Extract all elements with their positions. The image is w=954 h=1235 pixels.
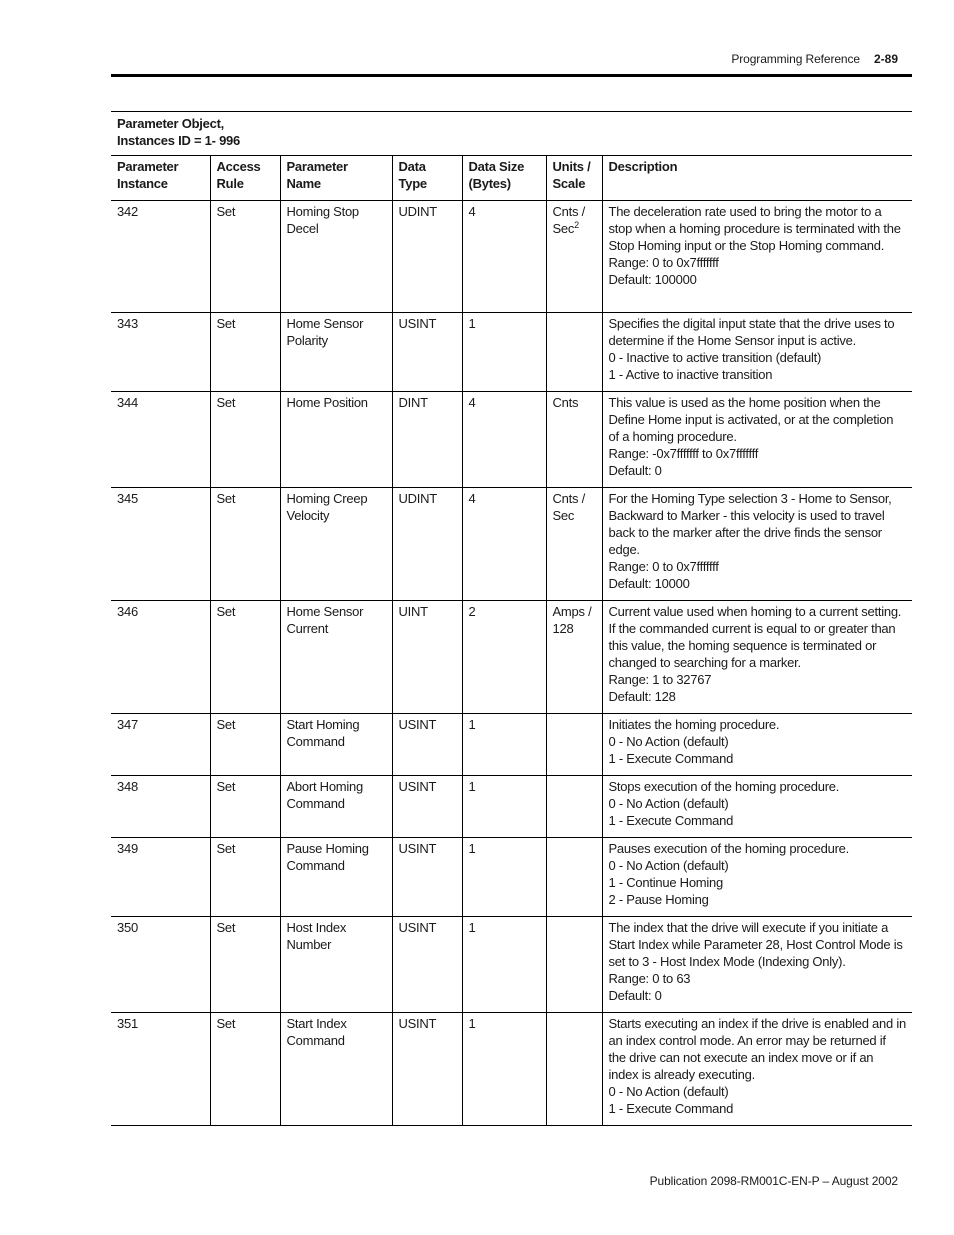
column-header-description bbox=[602, 156, 912, 201]
cell-units bbox=[546, 714, 602, 776]
table-row bbox=[111, 838, 912, 917]
cell-units bbox=[546, 201, 602, 313]
description-line: Default: 10000 bbox=[608, 576, 690, 591]
cell-name: Homing Stop Decel bbox=[280, 201, 392, 313]
table-caption bbox=[111, 112, 912, 156]
column-header-line: Parameter bbox=[286, 159, 348, 174]
cell-instance: 351 bbox=[111, 1013, 210, 1126]
cell-size: 1 bbox=[462, 1013, 546, 1126]
column-header-line: Data bbox=[398, 159, 426, 174]
description-line: Default: 100000 bbox=[608, 272, 697, 287]
description-line: Range: 1 to 32767 bbox=[608, 672, 712, 687]
column-header-line: Data Size bbox=[468, 159, 525, 174]
publication-footer: Publication 2098-RM001C-EN-P – August 2002 bbox=[649, 1174, 898, 1188]
cell-description bbox=[602, 313, 912, 392]
cell-name: Start Homing Command bbox=[280, 714, 392, 776]
cell-units bbox=[546, 776, 602, 838]
description-line: 1 - Continue Homing bbox=[608, 875, 723, 890]
cell-description bbox=[602, 392, 912, 488]
column-header-line: Name bbox=[286, 176, 321, 191]
cell-instance: 348 bbox=[111, 776, 210, 838]
column-header-access-rule bbox=[210, 156, 280, 201]
description-line: 0 - Inactive to active transition (default) bbox=[608, 350, 822, 365]
description-line: Default: 0 bbox=[608, 988, 662, 1003]
parameter-table bbox=[111, 111, 912, 1126]
cell-instance: 342 bbox=[111, 201, 210, 313]
description-line: For the Homing Type selection 3 - Home to Sensor, Backward to Marker - this velocity is used to travel back to the marker after the drive finds the sensor edge. bbox=[608, 491, 892, 557]
description-line: Range: -0x7fffffff to 0x7fffffff bbox=[608, 446, 759, 461]
description-line: 0 - No Action (default) bbox=[608, 796, 729, 811]
cell-type: USINT bbox=[392, 917, 462, 1013]
description-line: Default: 128 bbox=[608, 689, 676, 704]
description-line: Pauses execution of the homing procedure. bbox=[608, 841, 850, 856]
description-line: 2 - Pause Homing bbox=[608, 892, 709, 907]
description-line: 0 - No Action (default) bbox=[608, 858, 729, 873]
cell-description bbox=[602, 201, 912, 313]
column-header-line: Units / bbox=[552, 159, 591, 174]
table-caption-row bbox=[111, 112, 912, 156]
description-line: 0 - No Action (default) bbox=[608, 1084, 729, 1099]
column-header-line: Instance bbox=[117, 176, 168, 191]
caption-line-1: Parameter Object, bbox=[117, 116, 225, 131]
description-line: 1 - Execute Command bbox=[608, 751, 734, 766]
cell-name: Abort Homing Command bbox=[280, 776, 392, 838]
description-line: 0 - No Action (default) bbox=[608, 734, 729, 749]
cell-type: USINT bbox=[392, 1013, 462, 1126]
description-line: Range: 0 to 0x7fffffff bbox=[608, 559, 719, 574]
table-row bbox=[111, 917, 912, 1013]
cell-name: Start Index Command bbox=[280, 1013, 392, 1126]
cell-access: Set bbox=[210, 714, 280, 776]
cell-type: UDINT bbox=[392, 201, 462, 313]
units-text: Amps / 128 bbox=[552, 604, 592, 636]
cell-size: 1 bbox=[462, 838, 546, 917]
units-text: Cnts / Sec bbox=[552, 491, 585, 523]
cell-type: USINT bbox=[392, 313, 462, 392]
running-header bbox=[111, 52, 898, 70]
section-title: Programming Reference bbox=[731, 52, 860, 66]
units-text: Cnts / Sec bbox=[552, 204, 585, 236]
description-line: Current value used when homing to a current setting. If the commanded current is equal to or greater than this value, the homing sequence is terminated or changed to searching for a marker. bbox=[608, 604, 902, 670]
cell-description bbox=[602, 601, 912, 714]
table-header-row bbox=[111, 156, 912, 201]
cell-instance: 346 bbox=[111, 601, 210, 714]
table-row bbox=[111, 201, 912, 313]
cell-size: 1 bbox=[462, 714, 546, 776]
cell-name: Homing Creep Velocity bbox=[280, 488, 392, 601]
cell-size: 4 bbox=[462, 201, 546, 313]
parameter-table-wrap bbox=[111, 111, 912, 1126]
units-text: Cnts bbox=[552, 395, 579, 410]
column-header-data-size bbox=[462, 156, 546, 201]
column-header-parameter-instance bbox=[111, 156, 210, 201]
cell-type: UINT bbox=[392, 601, 462, 714]
description-line: This value is used as the home position when the Define Home input is activated, or at the completion of a homing procedure. bbox=[608, 395, 894, 444]
table-row bbox=[111, 392, 912, 488]
description-line: Default: 0 bbox=[608, 463, 662, 478]
description-line: 1 - Active to inactive transition bbox=[608, 367, 773, 382]
caption-line-2: Instances ID = 1- 996 bbox=[117, 133, 241, 148]
cell-instance: 349 bbox=[111, 838, 210, 917]
description-line: 1 - Execute Command bbox=[608, 813, 734, 828]
units-superscript: 2 bbox=[574, 220, 579, 230]
description-line: Range: 0 to 63 bbox=[608, 971, 691, 986]
header-rule bbox=[111, 74, 912, 77]
cell-instance: 344 bbox=[111, 392, 210, 488]
description-line: 1 - Execute Command bbox=[608, 1101, 734, 1116]
cell-access: Set bbox=[210, 313, 280, 392]
cell-size: 4 bbox=[462, 488, 546, 601]
page-number: 2-89 bbox=[873, 52, 898, 66]
column-header-data-type bbox=[392, 156, 462, 201]
cell-access: Set bbox=[210, 917, 280, 1013]
description-line: Starts executing an index if the drive is enabled and in an index control mode. An error may be returned if the drive can not execute an index move or if an index is already executing. bbox=[608, 1016, 906, 1082]
cell-instance: 343 bbox=[111, 313, 210, 392]
cell-name: Home Position bbox=[280, 392, 392, 488]
cell-units bbox=[546, 838, 602, 917]
cell-units bbox=[546, 601, 602, 714]
cell-size: 1 bbox=[462, 313, 546, 392]
description-line: Stops execution of the homing procedure. bbox=[608, 779, 840, 794]
cell-description bbox=[602, 714, 912, 776]
cell-instance: 350 bbox=[111, 917, 210, 1013]
table-row bbox=[111, 1013, 912, 1126]
table-row bbox=[111, 776, 912, 838]
cell-size: 1 bbox=[462, 917, 546, 1013]
column-header-line: Rule bbox=[216, 176, 244, 191]
cell-units bbox=[546, 1013, 602, 1126]
cell-size: 2 bbox=[462, 601, 546, 714]
cell-access: Set bbox=[210, 776, 280, 838]
description-line: The deceleration rate used to bring the motor to a stop when a homing procedure is terminated with the Stop Homing input or the Stop Homing command. bbox=[608, 204, 901, 253]
cell-access: Set bbox=[210, 601, 280, 714]
cell-access: Set bbox=[210, 838, 280, 917]
cell-size: 1 bbox=[462, 776, 546, 838]
table-row bbox=[111, 714, 912, 776]
cell-units bbox=[546, 313, 602, 392]
column-header-line: Description bbox=[608, 159, 678, 174]
cell-description bbox=[602, 917, 912, 1013]
cell-instance: 345 bbox=[111, 488, 210, 601]
description-line: Specifies the digital input state that the drive uses to determine if the Home Sensor input is active. bbox=[608, 316, 895, 348]
cell-name: Pause Homing Command bbox=[280, 838, 392, 917]
description-line: The index that the drive will execute if you initiate a Start Index while Parameter 28, Host Control Mode is set to 3 - Host Index Mode (Indexing Only). bbox=[608, 920, 903, 969]
cell-access: Set bbox=[210, 488, 280, 601]
cell-name: Home Sensor Polarity bbox=[280, 313, 392, 392]
cell-units bbox=[546, 392, 602, 488]
column-header-line: Parameter bbox=[117, 159, 179, 174]
cell-description bbox=[602, 488, 912, 601]
cell-description bbox=[602, 776, 912, 838]
column-header-line: Type bbox=[398, 176, 427, 191]
cell-access: Set bbox=[210, 201, 280, 313]
cell-type: DINT bbox=[392, 392, 462, 488]
cell-description bbox=[602, 1013, 912, 1126]
cell-type: USINT bbox=[392, 838, 462, 917]
table-row bbox=[111, 601, 912, 714]
column-header-line: Access bbox=[216, 159, 261, 174]
cell-size: 4 bbox=[462, 392, 546, 488]
cell-type: USINT bbox=[392, 714, 462, 776]
column-header-line: (Bytes) bbox=[468, 176, 511, 191]
cell-name: Home Sensor Current bbox=[280, 601, 392, 714]
cell-units bbox=[546, 917, 602, 1013]
table-body bbox=[111, 201, 912, 1126]
description-line: Initiates the homing procedure. bbox=[608, 717, 780, 732]
column-header-units-scale bbox=[546, 156, 602, 201]
cell-access: Set bbox=[210, 1013, 280, 1126]
column-header-parameter-name bbox=[280, 156, 392, 201]
cell-type: USINT bbox=[392, 776, 462, 838]
description-line: Range: 0 to 0x7fffffff bbox=[608, 255, 719, 270]
cell-description bbox=[602, 838, 912, 917]
table-row bbox=[111, 313, 912, 392]
cell-type: UDINT bbox=[392, 488, 462, 601]
column-header-line: Scale bbox=[552, 176, 586, 191]
cell-name: Host Index Number bbox=[280, 917, 392, 1013]
cell-units bbox=[546, 488, 602, 601]
table-row bbox=[111, 488, 912, 601]
cell-access: Set bbox=[210, 392, 280, 488]
cell-instance: 347 bbox=[111, 714, 210, 776]
